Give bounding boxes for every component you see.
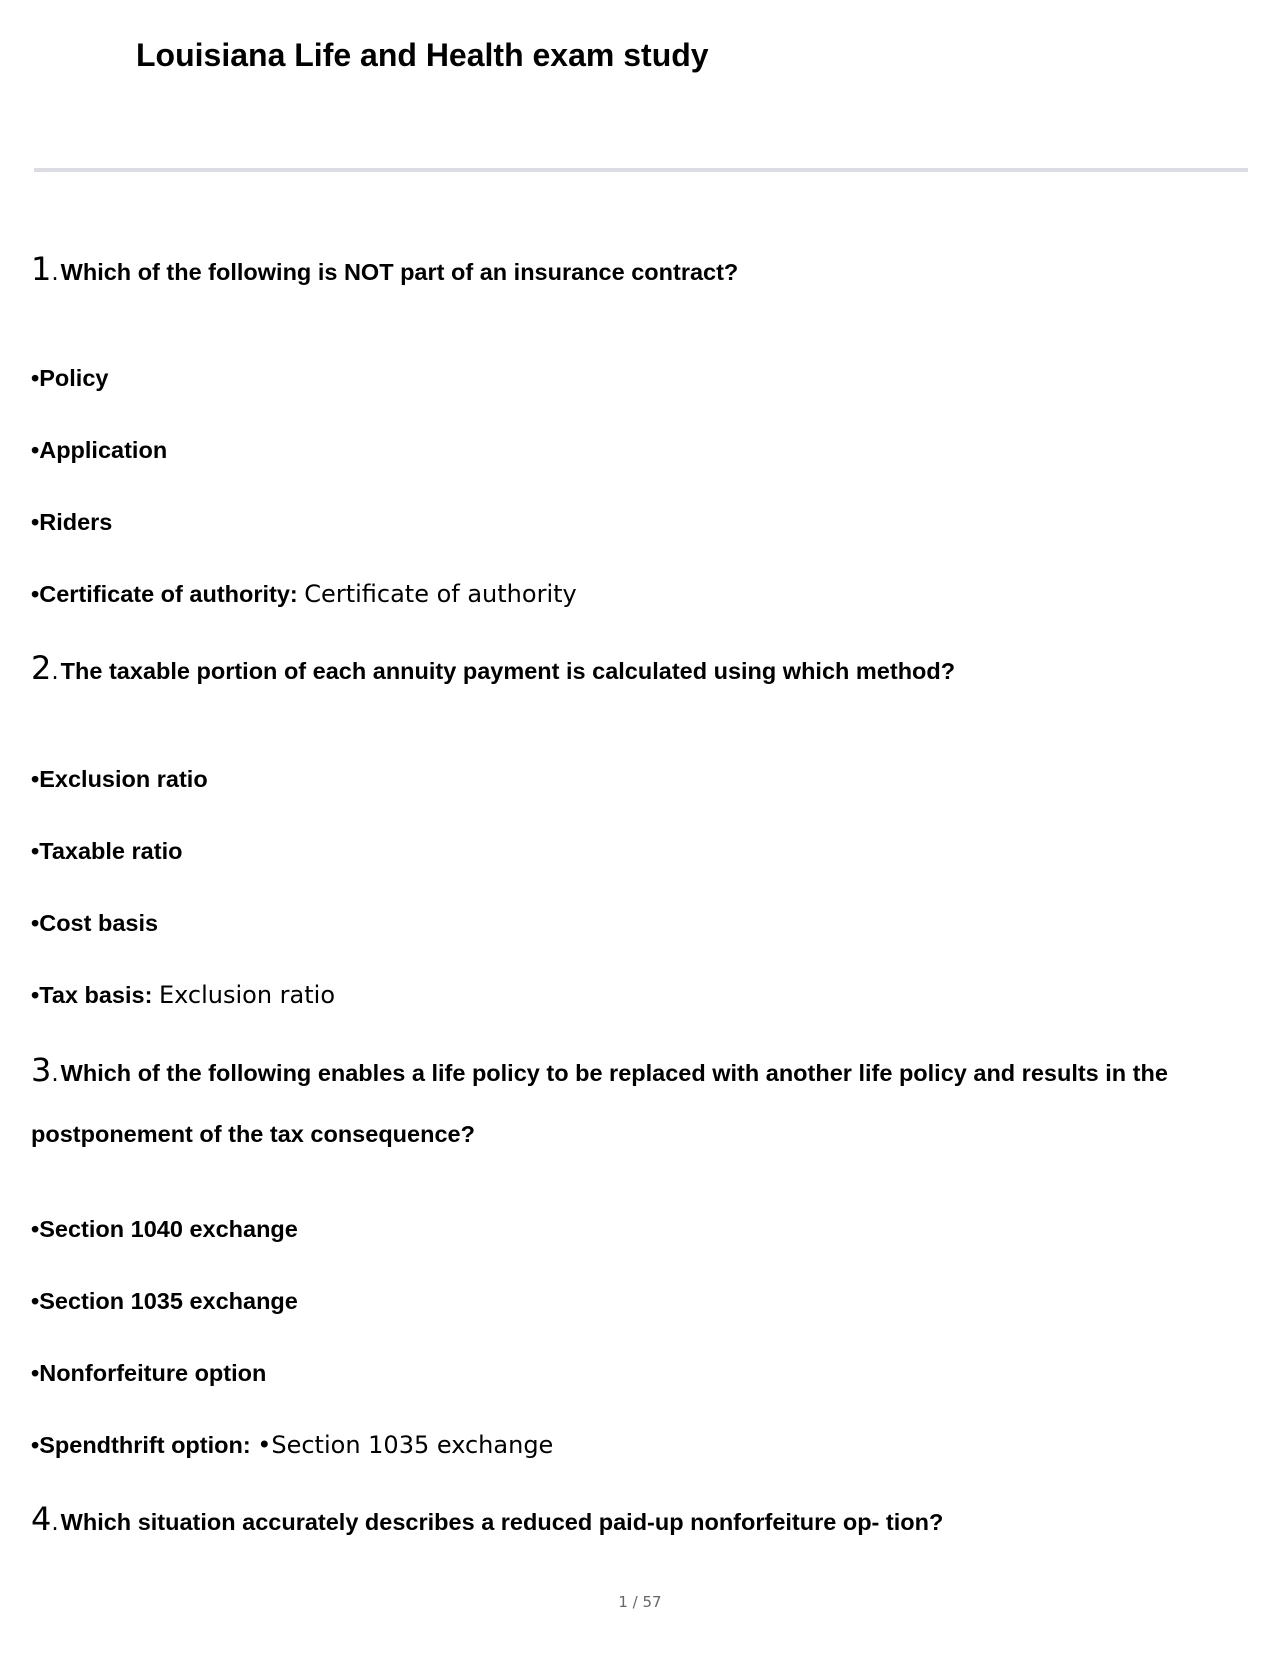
question-number: 2 [31, 649, 52, 687]
answer-text: Certificate of authority [304, 580, 577, 608]
option-item-with-answer [31, 975, 335, 1015]
question-number: 3 [31, 1051, 52, 1089]
question-2 [31, 638, 1251, 702]
question-number-dot: . [51, 260, 59, 286]
question-number-dot: . [51, 1061, 59, 1087]
option-item: •Section 1035 exchange [31, 1288, 298, 1314]
question-text: Which situation accurately describes a reduced paid-up nonforfeiture op- tion? [60, 1509, 944, 1535]
option-item: •Taxable ratio [31, 838, 183, 864]
option-item: •Nonforfeiture option [31, 1360, 267, 1386]
page-indicator: 1 / 57 [618, 1593, 662, 1611]
question-number-dot: . [51, 1510, 59, 1536]
question-text: Which of the following is NOT part of an insurance contract? [60, 259, 739, 285]
title-divider [34, 168, 1248, 172]
question-number: 4 [31, 1500, 52, 1538]
answer-text: •Section 1035 exchange [257, 1431, 554, 1459]
question-1 [31, 239, 1251, 303]
option-label: •Certificate of authority: [31, 581, 298, 607]
question-3 [31, 1040, 1251, 1164]
option-item-with-answer [31, 1425, 553, 1465]
option-item: •Riders [31, 509, 113, 535]
option-item: •Section 1040 exchange [31, 1216, 298, 1242]
question-text: Which of the following enables a life policy to be replaced with another life policy and results in the postponement of the tax consequence? [31, 1060, 1168, 1147]
document-title: Louisiana Life and Health exam study [136, 37, 709, 73]
answer-text: Exclusion ratio [158, 981, 336, 1009]
question-4 [31, 1489, 1251, 1553]
option-label: •Spendthrift option: [31, 1432, 251, 1458]
option-item: •Exclusion ratio [31, 766, 208, 792]
question-number-dot: . [51, 659, 59, 685]
question-number: 1 [31, 250, 52, 288]
option-item-with-answer [31, 574, 577, 614]
question-text: The taxable portion of each annuity payment is calculated using which method? [60, 658, 956, 684]
option-item: •Policy [31, 365, 109, 391]
option-item: •Application [31, 437, 168, 463]
option-label: •Tax basis: [31, 982, 153, 1008]
option-item: •Cost basis [31, 910, 159, 936]
